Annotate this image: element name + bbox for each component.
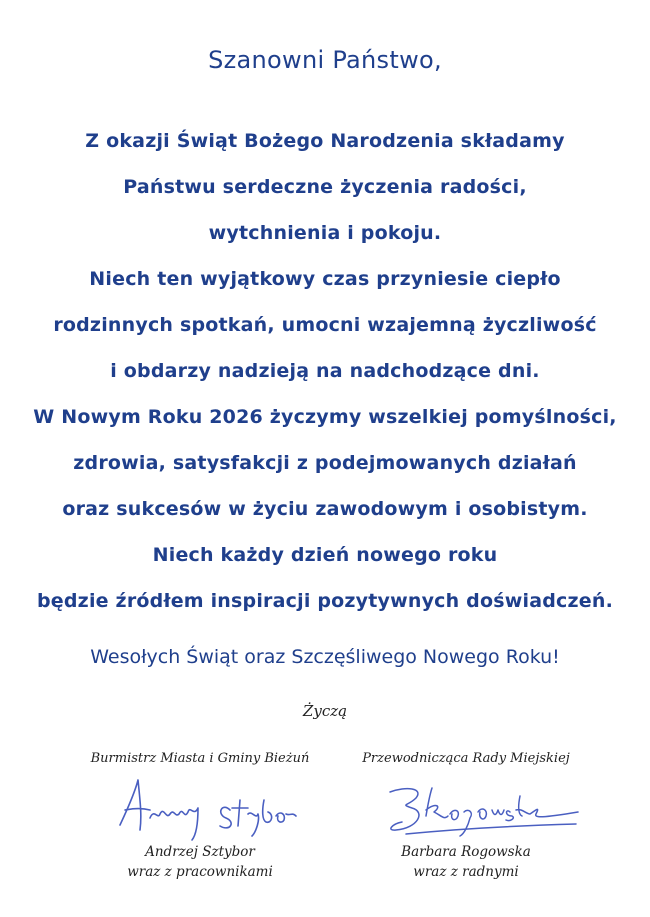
handwritten-signature	[316, 770, 616, 842]
signatory-title: Przewodnicząca Rady Miejskiej	[362, 751, 570, 766]
body-line: Niech każdy dzień nowego roku	[152, 544, 498, 566]
signatory-right	[316, 748, 616, 882]
body-line: i obdarzy nadzieją na nadchodzące dni.	[110, 360, 540, 382]
signatory-name: Barbara Rogowska	[401, 844, 531, 860]
body-line: Państwu serdeczne życzenia radości,	[123, 176, 527, 198]
wish-word: Życzą	[302, 702, 348, 720]
body-line: oraz sukcesów w życiu zawodowym i osobistym.	[62, 498, 588, 520]
signatory-with: wraz z pracownikami	[127, 864, 273, 880]
closing-wishes: Wesołych Świąt oraz Szczęśliwego Nowego Roku!	[90, 646, 560, 668]
signatory-with: wraz z radnymi	[413, 864, 519, 880]
body-line: Z okazji Świąt Bożego Narodzenia składamy	[85, 130, 565, 152]
signatory-name: Andrzej Sztybor	[145, 844, 255, 860]
handwritten-signature	[50, 770, 350, 842]
body-line: W Nowym Roku 2026 życzymy wszelkiej pomyślności,	[33, 406, 617, 428]
signature-drawing	[346, 770, 586, 842]
signature-drawing	[80, 770, 320, 842]
salutation: Szanowni Państwo,	[208, 46, 442, 74]
body-line: rodzinnych spotkań, umocni wzajemną życzliwość	[53, 314, 597, 336]
letter-body	[0, 118, 650, 624]
body-line: wytchnienia i pokoju.	[208, 222, 442, 244]
signatory-left	[50, 748, 350, 882]
body-line: Niech ten wyjątkowy czas przyniesie ciepło	[89, 268, 561, 290]
signatory-title: Burmistrz Miasta i Gminy Bieżuń	[90, 751, 310, 766]
body-line: zdrowia, satysfakcji z podejmowanych działań	[73, 452, 577, 474]
body-line: będzie źródłem inspiracji pozytywnych doświadczeń.	[37, 590, 613, 612]
